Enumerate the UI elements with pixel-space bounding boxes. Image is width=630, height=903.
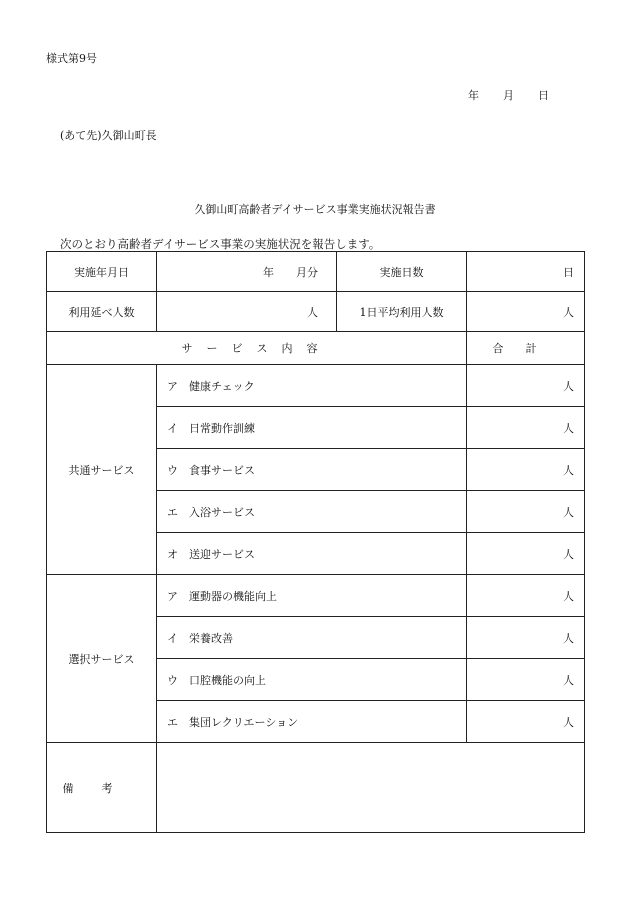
month-unit: 月分 <box>296 265 318 279</box>
count-unit: 人 <box>563 631 574 645</box>
date-line <box>468 87 549 103</box>
implementation-days-label: 実施日数 <box>337 252 467 292</box>
item-name: 食事サービス <box>189 463 255 477</box>
service-item <box>157 365 467 407</box>
service-count-field[interactable] <box>467 491 585 533</box>
service-count-field[interactable] <box>467 365 585 407</box>
service-item <box>157 659 467 701</box>
count-unit: 人 <box>563 505 574 519</box>
implementation-date-label: 実施年月日 <box>47 252 157 292</box>
date-year-unit: 年 <box>468 89 479 102</box>
service-count-field[interactable] <box>467 407 585 449</box>
remarks-field[interactable] <box>157 743 585 833</box>
table-row <box>47 575 585 617</box>
addressee: (あて先)久御山町長 <box>60 129 157 142</box>
count-unit: 人 <box>563 673 574 687</box>
days-unit: 日 <box>563 265 574 279</box>
table-row <box>47 252 585 292</box>
service-count-field[interactable] <box>467 533 585 575</box>
service-item <box>157 407 467 449</box>
item-name: 健康チェック <box>189 379 255 393</box>
item-marker: エ <box>167 505 178 519</box>
item-name: 運動器の機能向上 <box>189 589 277 603</box>
table-row <box>47 743 585 833</box>
item-marker: イ <box>167 631 178 645</box>
item-marker: エ <box>167 715 178 729</box>
table-row <box>47 332 585 365</box>
total-users-field[interactable] <box>157 292 337 332</box>
optional-services-label: 選択サービス <box>47 575 157 743</box>
table-row <box>47 292 585 332</box>
item-name: 栄養改善 <box>189 631 233 645</box>
service-item <box>157 533 467 575</box>
daily-average-unit: 人 <box>563 305 574 319</box>
remarks-label: 備考 <box>47 743 157 833</box>
count-unit: 人 <box>563 547 574 561</box>
total-header: 合計 <box>467 332 585 365</box>
intro-text: 次のとおり高齢者デイサービス事業の実施状況を報告します。 <box>60 237 381 251</box>
count-unit: 人 <box>563 421 574 435</box>
implementation-month-field[interactable] <box>157 252 337 292</box>
item-marker: ア <box>167 589 178 603</box>
item-marker: ウ <box>167 463 178 477</box>
service-item <box>157 449 467 491</box>
total-users-label: 利用延べ人数 <box>47 292 157 332</box>
daily-average-users-label: 1日平均利用人数 <box>337 292 467 332</box>
item-marker: イ <box>167 421 178 435</box>
service-count-field[interactable] <box>467 701 585 743</box>
item-name: 集団レクリエーション <box>189 715 299 729</box>
common-services-label: 共通サービス <box>47 365 157 575</box>
date-month-unit: 月 <box>503 89 514 102</box>
item-name: 送迎サービス <box>189 547 255 561</box>
service-count-field[interactable] <box>467 449 585 491</box>
item-name: 日常動作訓練 <box>189 421 255 435</box>
report-table <box>46 251 585 833</box>
service-count-field[interactable] <box>467 617 585 659</box>
daily-average-users-field[interactable] <box>467 292 585 332</box>
item-name: 口腔機能の向上 <box>189 673 266 687</box>
service-item <box>157 617 467 659</box>
service-item <box>157 491 467 533</box>
document-title: 久御山町高齢者デイサービス事業実施状況報告書 <box>194 203 436 216</box>
item-name: 入浴サービス <box>189 505 255 519</box>
table-row <box>47 365 585 407</box>
total-users-unit: 人 <box>307 305 318 319</box>
item-marker: ウ <box>167 673 178 687</box>
service-count-field[interactable] <box>467 575 585 617</box>
service-item <box>157 575 467 617</box>
service-item <box>157 701 467 743</box>
item-marker: ア <box>167 379 178 393</box>
service-count-field[interactable] <box>467 659 585 701</box>
form-number: 様式第9号 <box>46 52 97 65</box>
count-unit: 人 <box>563 715 574 729</box>
item-marker: オ <box>167 547 178 561</box>
service-content-header: サービス内容 <box>47 332 467 365</box>
count-unit: 人 <box>563 589 574 603</box>
date-day-unit: 日 <box>538 89 549 102</box>
year-unit: 年 <box>263 265 274 279</box>
count-unit: 人 <box>563 463 574 477</box>
count-unit: 人 <box>563 379 574 393</box>
implementation-days-field[interactable] <box>467 252 585 292</box>
